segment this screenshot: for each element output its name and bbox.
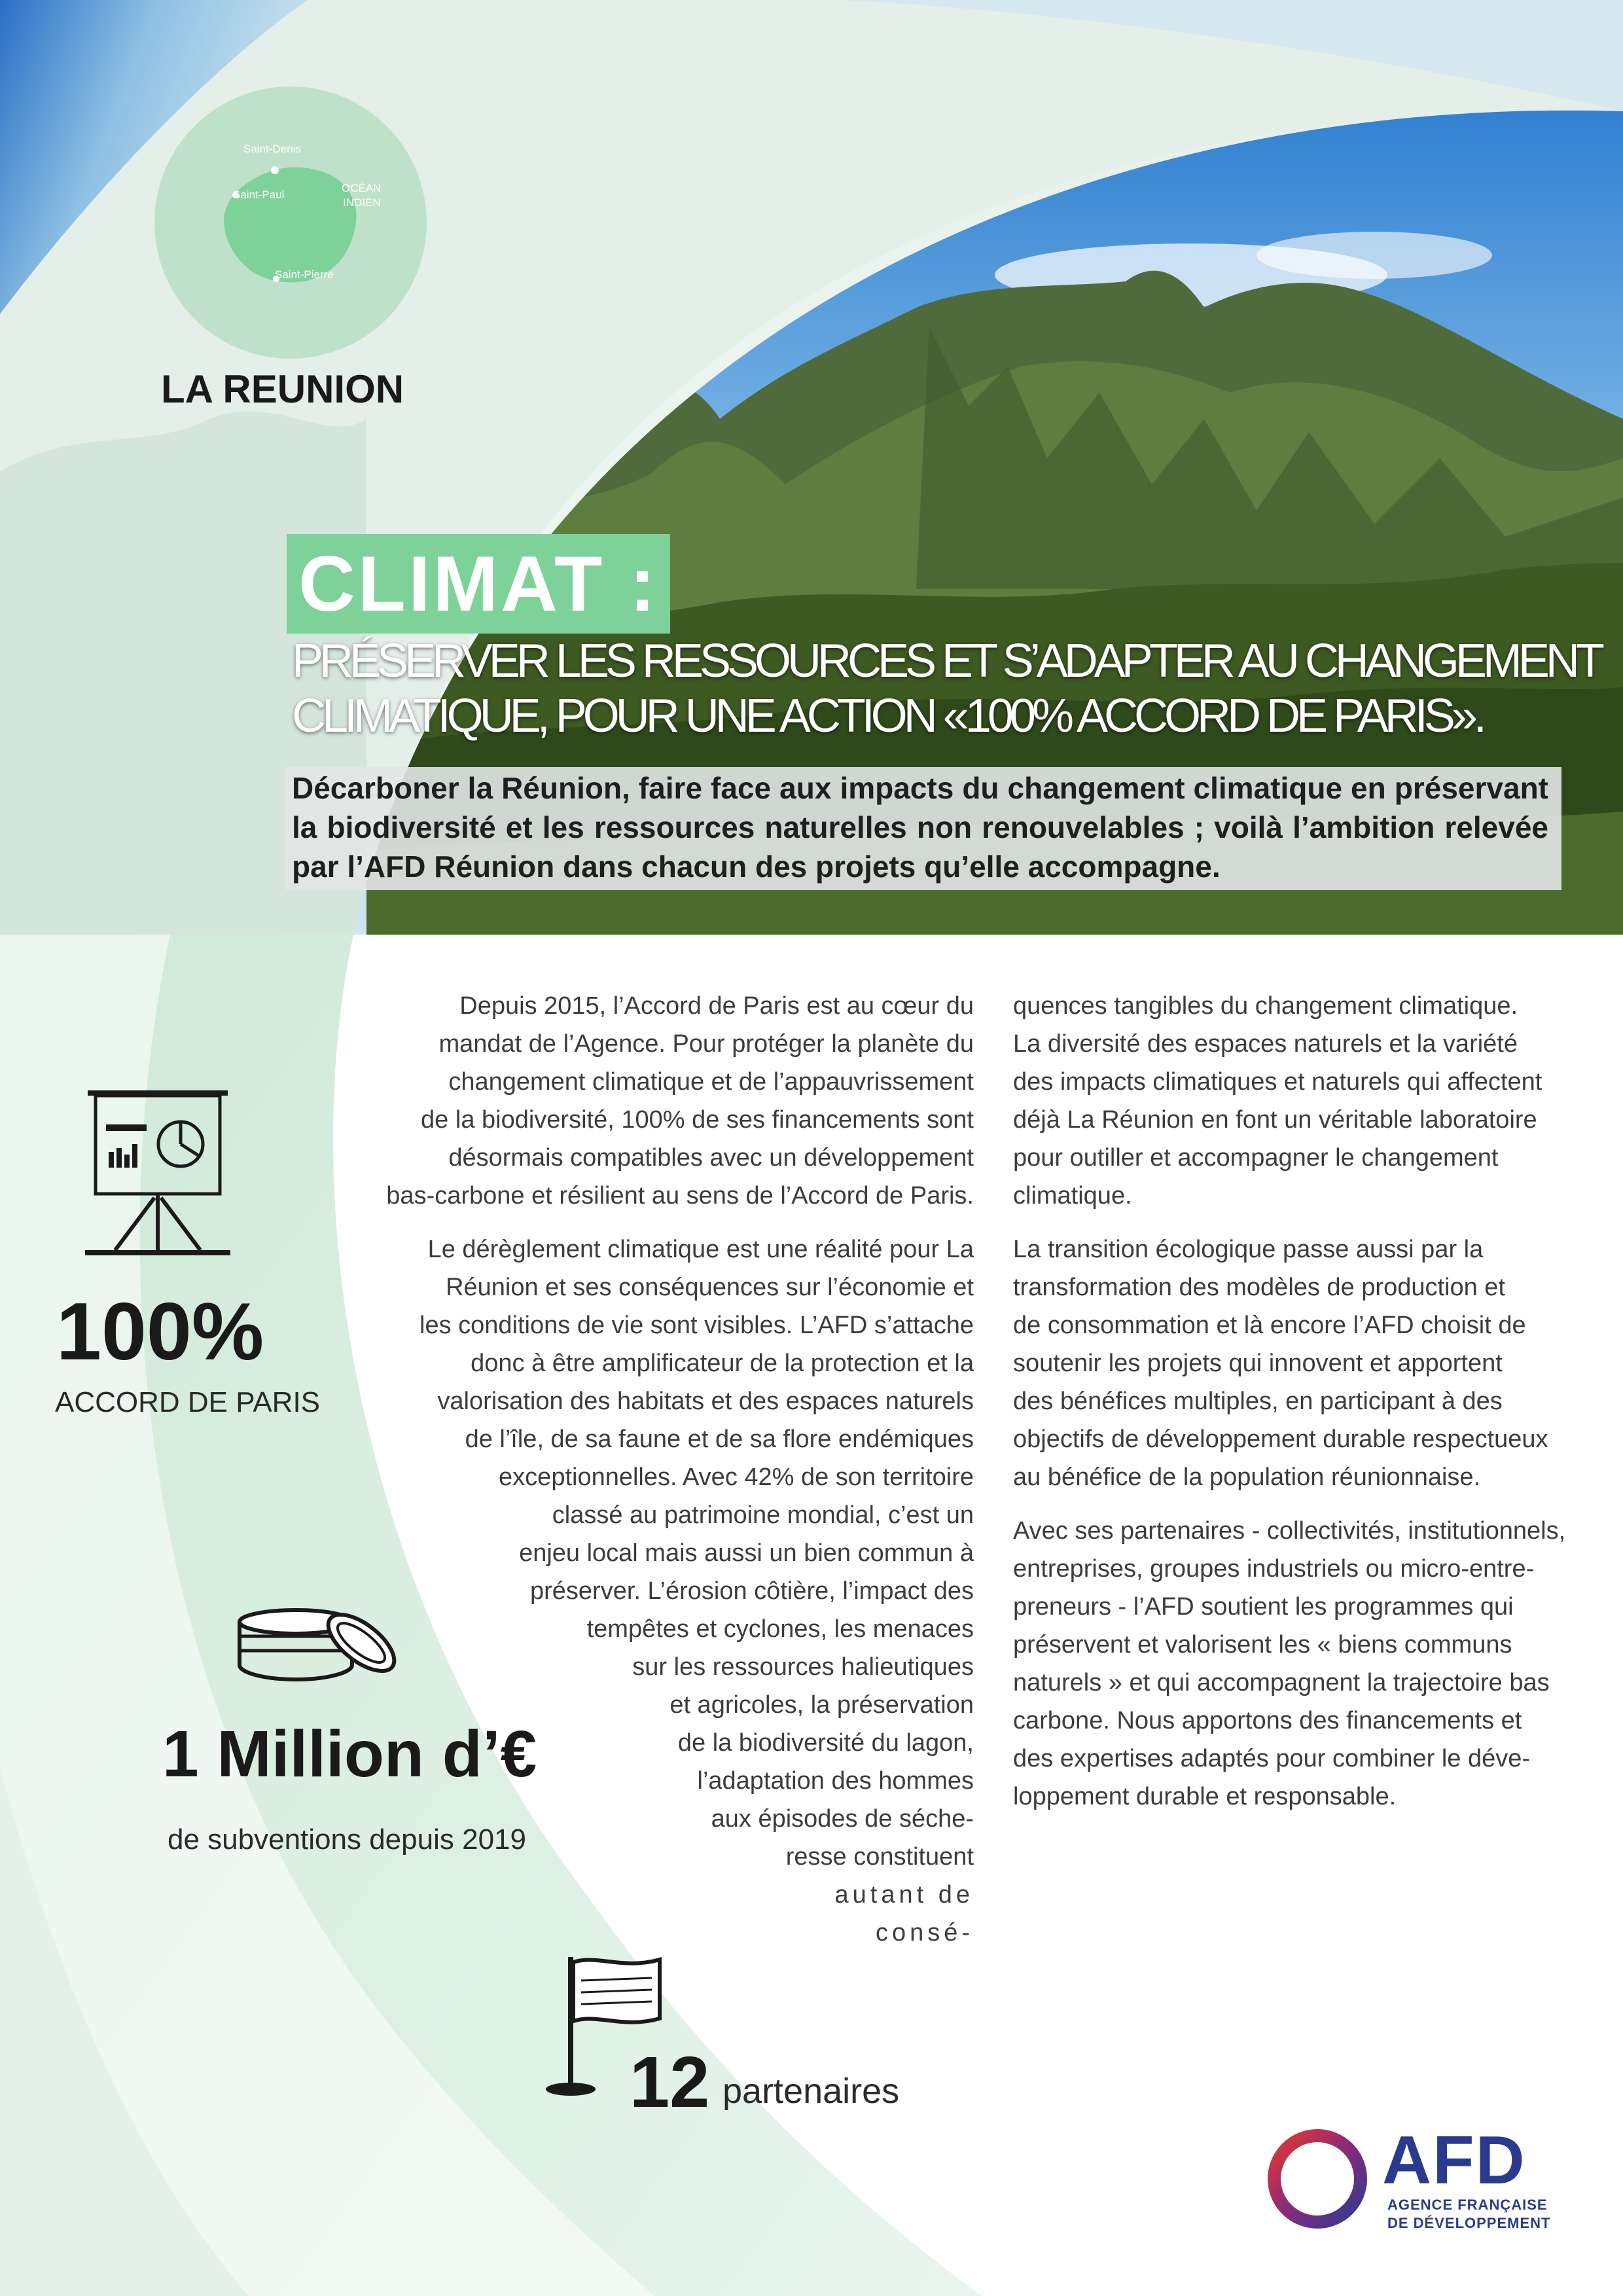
text-line: exceptionnelles. Avec 42% de son territoire — [499, 1463, 974, 1491]
headline-line-1: PRÉSERVER LES RESSOURCES ET S’ADAPTER AU CHANGEMENT — [292, 635, 1601, 687]
text-line: mandat de l’Agence. Pour protéger la planète du — [438, 1030, 974, 1058]
text-line: des bénéfices multiples, en participant à des — [1013, 1388, 1503, 1415]
text-line: tempêtes et cyclones, les menaces — [586, 1615, 974, 1643]
text-line: et agricoles, la préservation — [669, 1691, 974, 1719]
text-line: déjà La Réunion en font un véritable laboratoire — [1013, 1106, 1537, 1134]
paragraph-3 — [1013, 987, 1563, 1215]
text-line: La transition écologique passe aussi par la — [1013, 1236, 1484, 1263]
text-line: changement climatique et de l’appauvrissement — [448, 1068, 974, 1096]
subsidy-stat-label: de subventions depuis 2019 — [168, 1823, 526, 1856]
body-column-right — [1013, 987, 1566, 1816]
text-line: désormais compatibles avec un développement — [448, 1144, 974, 1172]
text-line: aux épisodes de séche- — [711, 1805, 974, 1833]
partners-stat-label: partenaires — [722, 2072, 900, 2111]
text-line: entreprises, groupes industriels ou micro-entre- — [1013, 1555, 1535, 1583]
text-line: de la biodiversité, 100% de ses financements sont — [421, 1106, 974, 1134]
text-line: de la biodiversité du lagon, — [677, 1729, 974, 1757]
intro-text: Décarboner la Réunion, faire face aux impacts du changement climatique en préservant la biodiversité et les ressources naturelles non renouvelables ; voilà l’ambition relevée par l’AFD Réunion dans chacun des projets qu’elle accompagne. — [292, 771, 1548, 884]
text-line: pour outiller et accompagner le changement — [1013, 1144, 1499, 1172]
text-line: objectifs de développement durable respectueux — [1013, 1426, 1548, 1453]
text-line: soutenir les projets qui innovent et apportent — [1013, 1350, 1503, 1377]
afd-logo-line-2: DE DÉVELOPPEMENT — [1387, 2215, 1551, 2231]
map-label-saint-pierre: Saint-Pierre — [275, 268, 334, 281]
text-line: La diversité des espaces naturels et la variété — [1013, 1030, 1518, 1058]
paris-stat-value: 100% — [56, 1287, 264, 1377]
text-line: Avec ses partenaires - collectivités, institutionnels, — [1013, 1517, 1566, 1545]
text-line: les conditions de vie sont visibles. L’AFD s’attache — [419, 1312, 974, 1339]
text-line: resse constituent — [785, 1843, 974, 1871]
paris-stat-label: ACCORD DE PARIS — [55, 1386, 321, 1418]
paragraph-4 — [1013, 1230, 1563, 1496]
text-line: transformation des modèles de production et — [1013, 1274, 1505, 1301]
text-line: au bénéfice de la population réunionnaise. — [1013, 1463, 1481, 1491]
text-line: l’adaptation des hommes — [697, 1767, 974, 1795]
headline — [292, 634, 1607, 744]
afd-logo-icon — [1262, 2123, 1373, 2234]
text-line: des impacts climatiques et naturels qui affectent — [1013, 1068, 1543, 1096]
text-line: des expertises adaptés pour combiner le déve- — [1013, 1745, 1531, 1772]
text-line: préserver. L’érosion côtière, l’impact des — [530, 1577, 974, 1605]
coins-icon — [230, 1602, 407, 1685]
text-line: naturels » et qui accompagnent la trajectoire bas — [1013, 1669, 1550, 1696]
presentation-board-icon — [82, 1086, 233, 1257]
text-line: Le dérèglement climatique est une réalité pour La — [427, 1236, 974, 1263]
text-line: Depuis 2015, l’Accord de Paris est au cœur du — [459, 992, 974, 1020]
afd-logo-line-1: AGENCE FRANÇAISE — [1387, 2197, 1548, 2213]
text-line: de consommation et là encore l’AFD choisit de — [1013, 1312, 1526, 1339]
afd-logo-text: AFD — [1382, 2123, 1526, 2198]
headline-line-2: CLIMATIQUE, POUR UNE ACTION «100% ACCORD DE PARIS». — [292, 690, 1483, 742]
climat-heading: CLIMAT : — [298, 540, 658, 628]
map-label-ocean: OCÉAN — [342, 182, 382, 194]
text-line: valorisation des habitats et des espaces naturels — [437, 1388, 974, 1415]
paragraph-1 — [353, 987, 974, 1215]
text-line: donc à être amplificateur de la protection et la — [471, 1350, 974, 1377]
text-line: carbone. Nous apportons des financements et — [1013, 1707, 1522, 1734]
map-label-saint-paul: Saint-Paul — [233, 188, 285, 201]
text-line: climatique. — [1013, 1182, 1132, 1210]
text-line: de l’île, de sa faune et de sa flore endémiques — [465, 1426, 974, 1453]
climat-heading-box — [287, 534, 670, 634]
map-label-indien: INDIEN — [343, 196, 381, 209]
text-line: consé- — [875, 1919, 974, 1946]
partners-stat-value: 12 — [630, 2042, 710, 2123]
text-line: enjeu local mais aussi un bien commun à — [519, 1539, 974, 1567]
text-line: quences tangibles du changement climatique. — [1013, 992, 1518, 1020]
text-line: preneurs - l’AFD soutient les programmes qui — [1013, 1593, 1514, 1621]
paragraph-5 — [1013, 1512, 1566, 1816]
text-line: sur les ressources halieutiques — [632, 1653, 974, 1681]
region-title: LA REUNION — [161, 367, 404, 411]
text-line: loppement durable et responsable. — [1013, 1783, 1397, 1810]
text-line: Réunion et ses conséquences sur l’économie et — [446, 1274, 974, 1301]
text-line: autant de — [834, 1881, 974, 1909]
text-line: classé au patrimoine mondial, c’est un — [552, 1501, 974, 1529]
text-line: préservent et valorisent les « biens communs — [1013, 1631, 1512, 1659]
text-line: bas-carbone et résilient au sens de l’Accord de Paris. — [386, 1182, 974, 1210]
map-label-saint-denis: Saint-Denis — [243, 143, 301, 155]
subsidy-stat-value: 1 Million d’€ — [162, 1717, 537, 1791]
body-column-left — [353, 987, 974, 1952]
